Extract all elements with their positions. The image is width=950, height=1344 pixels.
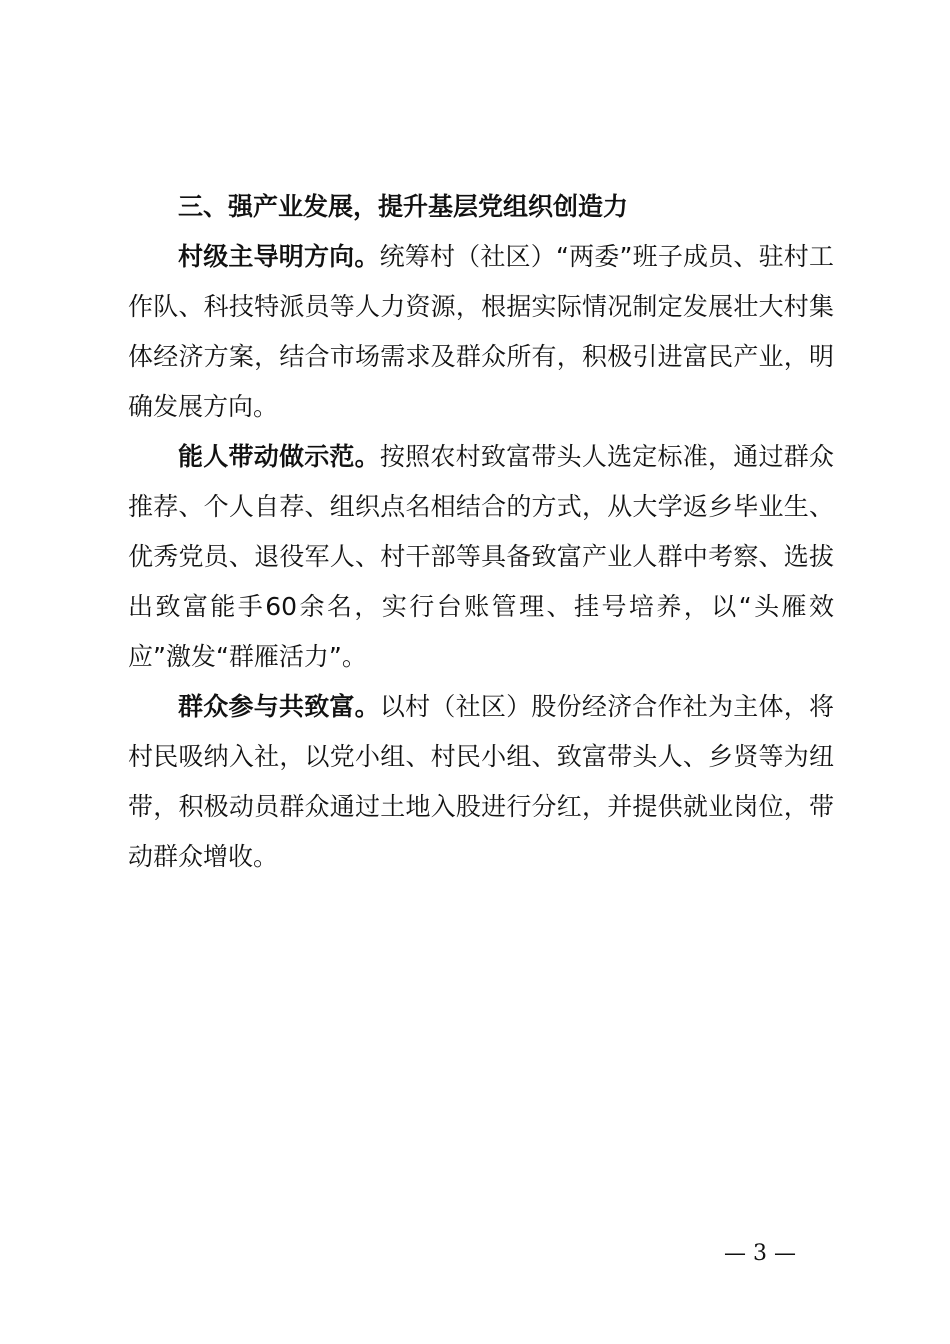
document-body — [128, 182, 834, 882]
page-number: — 3 — — [724, 1241, 796, 1266]
paragraph-text: 按照农村致富带头人选定标准，通过群众推荐、个人自荐、组织点名相结合的方式，从大学返乡毕业生、优秀党员、退役军人、村干部等具备致富产业人群中考察、选拔出致富能手60余名，实行台账管理、挂号培养，以“头雁效应”激发“群雁活力”。 — [128, 442, 834, 671]
section-heading: 三、强产业发展，提升基层党组织创造力 — [178, 192, 629, 221]
paragraph-lead: 村级主导明方向。 — [178, 242, 380, 271]
paragraph-text: 以村（社区）股份经济合作社为主体，将村民吸纳入社，以党小组、村民小组、致富带头人、乡贤等为纽带，积极动员群众通过土地入股进行分红，并提供就业岗位，带动群众增收。 — [128, 692, 834, 871]
paragraph-lead: 群众参与共致富。 — [178, 692, 380, 721]
paragraph-demonstration — [128, 432, 834, 682]
paragraph-participation — [128, 682, 834, 882]
paragraph-lead: 能人带动做示范。 — [178, 442, 380, 471]
paragraph-direction — [128, 232, 834, 432]
paragraph-text: 统筹村（社区）“两委”班子成员、驻村工作队、科技特派员等人力资源，根据实际情况制定发展壮大村集体经济方案，结合市场需求及群众所有，积极引进富民产业，明确发展方向。 — [128, 242, 834, 421]
